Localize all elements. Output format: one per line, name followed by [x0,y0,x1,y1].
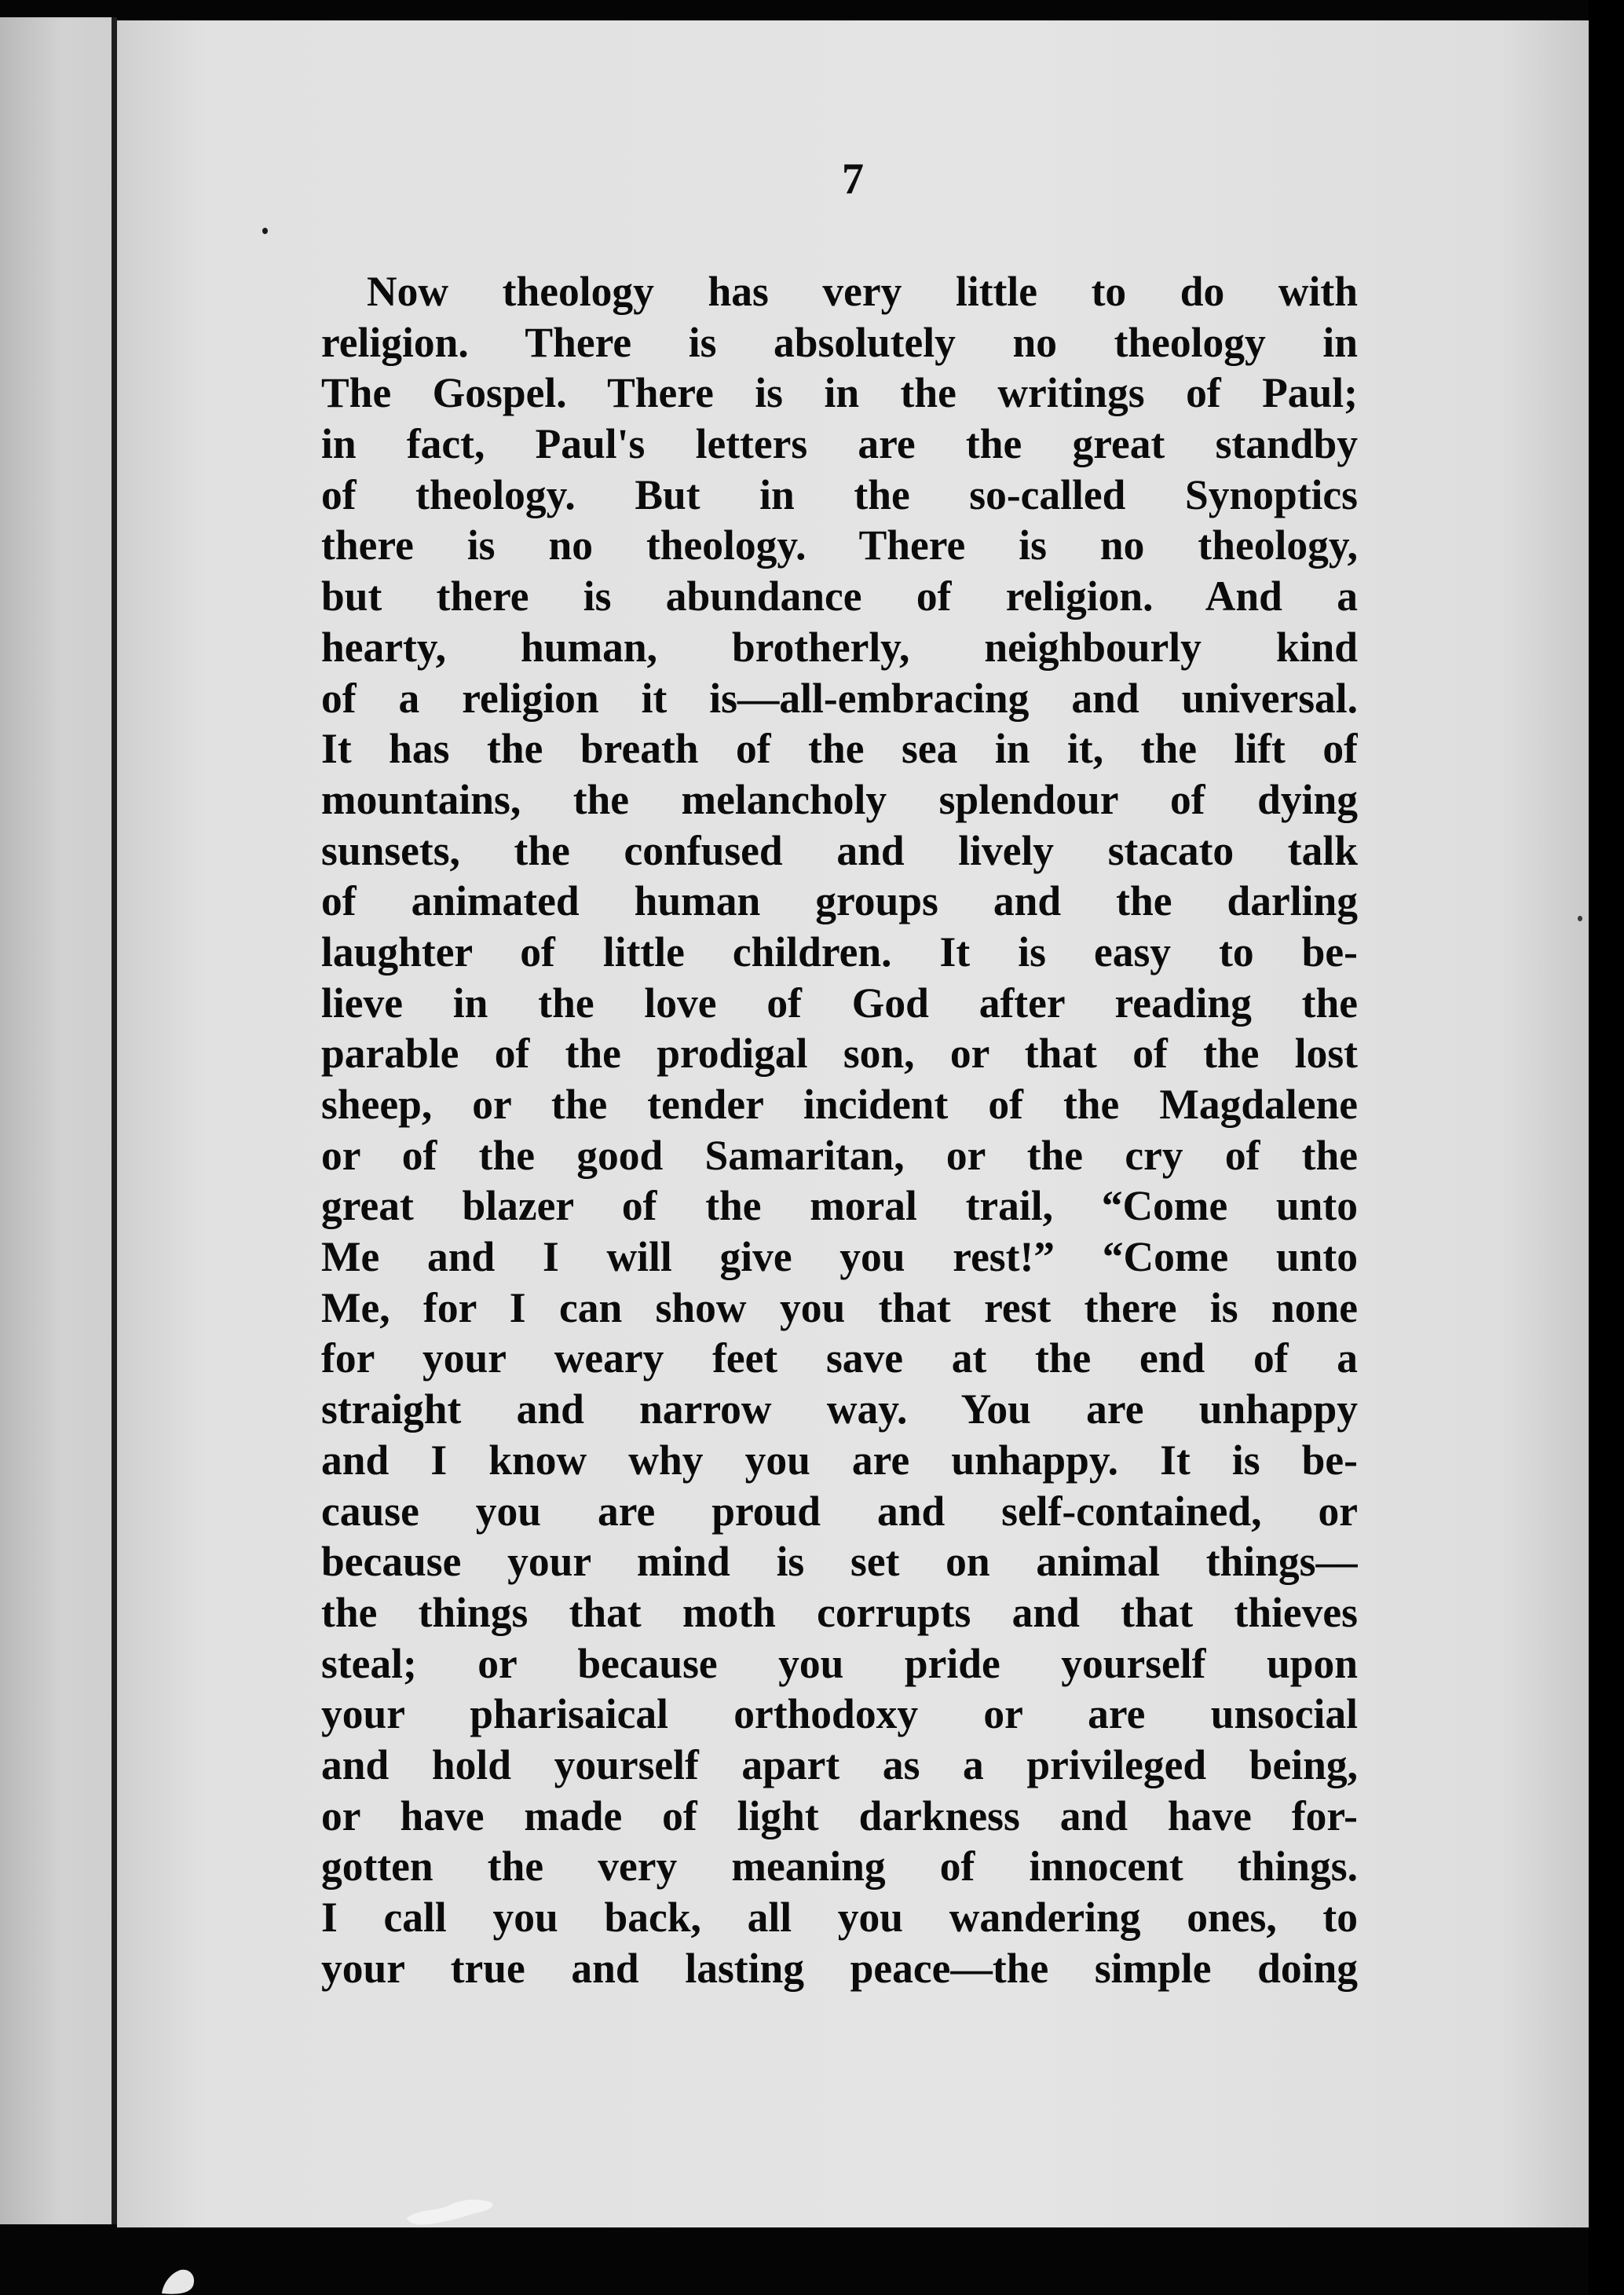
paper-blot [404,2194,498,2227]
text-line: your pharisaical orthodoxy or are unsocial [321,1690,1358,1738]
text-line: gotten the very meaning of innocent things. [321,1843,1358,1891]
text-line: straight and narrow way. You are unhappy [321,1385,1358,1433]
text-line: Me and I will give you rest!” “Come unto [321,1233,1358,1281]
page-number: 7 [842,155,864,203]
text-line: of a religion it is—all-embracing and universal. [321,674,1358,722]
text-line: the things that moth corrupts and that thieves [321,1588,1358,1636]
text-line: The Gospel. There is in the writings of Paul; [321,369,1358,417]
text-line: lieve in the love of God after reading the [321,979,1358,1027]
book-page [117,20,1589,2227]
text-line: because your mind is set on animal things— [321,1538,1358,1586]
text-line: parable of the prodigal son, or that of the lost [321,1030,1358,1078]
text-line: and hold yourself apart as a privileged being, [321,1740,1358,1788]
text-line: religion. There is absolutely no theology in [321,318,1358,366]
facing-page-edge [0,17,112,2224]
scan-border [1589,0,1624,2295]
text-line: and I know why you are unhappy. It is be- [321,1436,1358,1484]
text-line: of animated human groups and the darling [321,877,1358,925]
text-line: but there is abundance of religion. And a [321,573,1358,620]
ink-speck [1578,916,1582,921]
text-line: or of the good Samaritan, or the cry of the [321,1131,1358,1179]
binding-gutter [112,17,117,2224]
text-line: laughter of little children. It is easy to be- [321,928,1358,975]
text-line: It has the breath of the sea in it, the lift of [321,725,1358,773]
paper-blot [154,2262,201,2295]
ink-speck [262,228,268,234]
text-line: cause you are proud and self-contained, or [321,1487,1358,1535]
text-line: sunsets, the confused and lively stacato talk [321,826,1358,874]
text-line: your true and lasting peace—the simple doing [321,1944,1358,1992]
text-line: or have made of light darkness and have for- [321,1792,1358,1839]
text-line: mountains, the melancholy splendour of dying [321,775,1358,823]
text-line: great blazer of the moral trail, “Come unto [321,1182,1358,1230]
text-line: in fact, Paul's letters are the great standby [321,420,1358,468]
text-line: steal; or because you pride yourself upon [321,1639,1358,1687]
body-paragraph [321,266,1358,1993]
text-line: there is no theology. There is no theology, [321,522,1358,569]
text-line: for your weary feet save at the end of a [321,1334,1358,1382]
text-line: sheep, or the tender incident of the Magdalene [321,1081,1358,1128]
text-line: hearty, human, brotherly, neighbourly kind [321,623,1358,671]
text-line: I call you back, all you wandering ones, to [321,1894,1358,1941]
text-line: Now theology has very little to do with [367,268,1358,315]
text-line: of theology. But in the so-called Synoptics [321,470,1358,518]
text-line: Me, for I can show you that rest there is none [321,1283,1358,1331]
